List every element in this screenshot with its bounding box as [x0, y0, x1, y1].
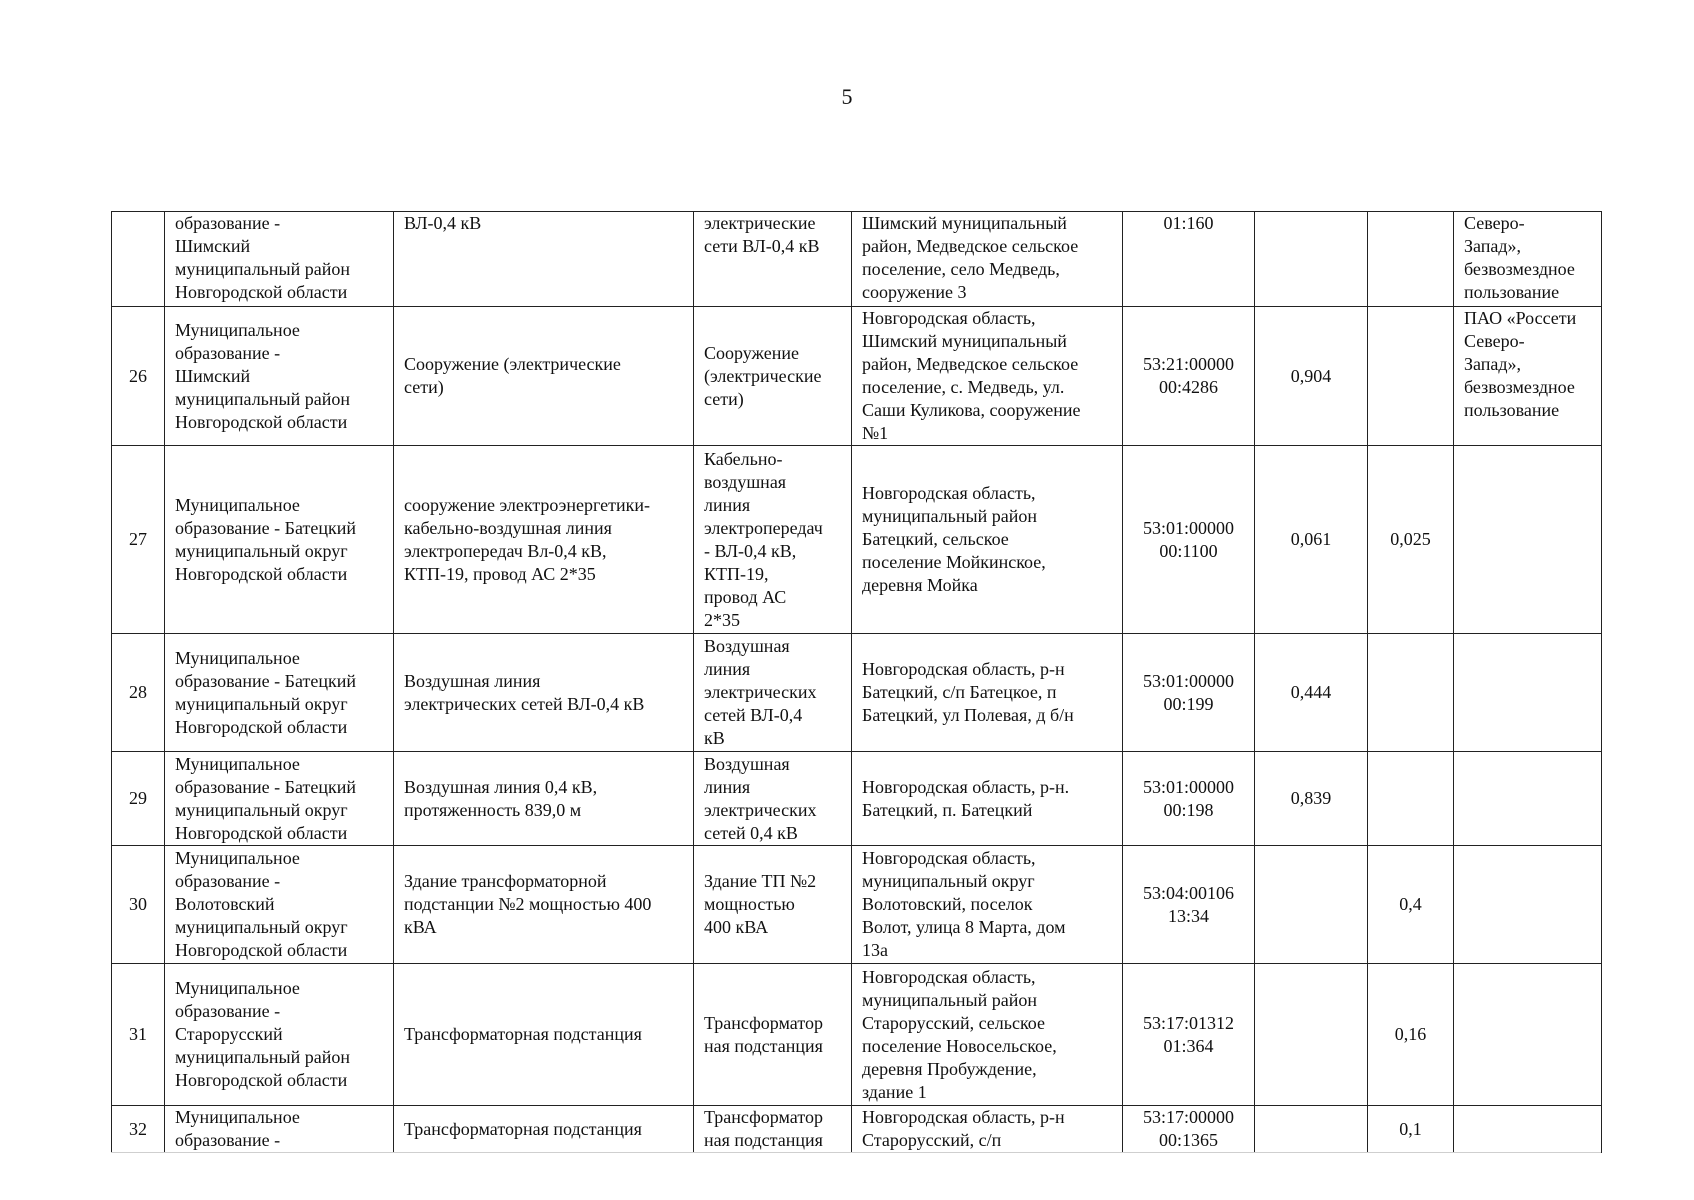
area-cell: [1368, 212, 1454, 307]
table-row: [112, 846, 1602, 964]
table-row: [112, 752, 1602, 846]
row-number: 32: [112, 1106, 165, 1153]
cadastral-number-cell: 53:01:00000 00:199: [1123, 634, 1255, 752]
table-row: [112, 446, 1602, 634]
area-cell: 0,16: [1368, 964, 1454, 1106]
purpose-cell: электрические сети ВЛ-0,4 кВ: [694, 212, 852, 307]
object-name-cell: Воздушная линия 0,4 кВ, протяженность 839,0 м: [394, 752, 694, 846]
cadastral-number-cell: 01:160: [1123, 212, 1255, 307]
length-cell: 0,839: [1255, 752, 1368, 846]
table-row: [112, 634, 1602, 752]
owner-cell: Муниципальное образование - Батецкий муниципальный округ Новгородской области: [165, 634, 394, 752]
length-cell: [1255, 212, 1368, 307]
address-cell: Новгородская область, р-н. Батецкий, п. Батецкий: [852, 752, 1123, 846]
area-cell: [1368, 752, 1454, 846]
purpose-cell: Здание ТП №2 мощностью 400 кВА: [694, 846, 852, 964]
property-table: [111, 211, 1602, 1153]
owner-cell: Муниципальное образование -: [165, 1106, 394, 1153]
table-row: [112, 1106, 1602, 1153]
note-cell: [1454, 964, 1602, 1106]
object-name-cell: ВЛ-0,4 кВ: [394, 212, 694, 307]
purpose-cell: Воздушная линия электрических сетей 0,4 кВ: [694, 752, 852, 846]
table-row: [112, 307, 1602, 446]
length-cell: [1255, 1106, 1368, 1153]
row-number: 28: [112, 634, 165, 752]
cadastral-number-cell: 53:17:01312 01:364: [1123, 964, 1255, 1106]
object-name-cell: Трансформаторная подстанция: [394, 964, 694, 1106]
cadastral-number-cell: 53:21:00000 00:4286: [1123, 307, 1255, 446]
owner-cell: Муниципальное образование - Батецкий муниципальный округ Новгородской области: [165, 752, 394, 846]
object-name-cell: Трансформаторная подстанция: [394, 1106, 694, 1153]
purpose-cell: Кабельно- воздушная линия электропередач - ВЛ-0,4 кВ, КТП-19, провод АС 2*35: [694, 446, 852, 634]
purpose-cell: Трансформатор ная подстанция: [694, 1106, 852, 1153]
area-cell: 0,1: [1368, 1106, 1454, 1153]
cadastral-number-cell: 53:17:00000 00:1365: [1123, 1106, 1255, 1153]
row-number: [112, 212, 165, 307]
address-cell: Новгородская область, муниципальный район Батецкий, сельское поселение Мойкинское, деревня Мойка: [852, 446, 1123, 634]
page-bottom-rule: [111, 1152, 1601, 1153]
row-number: 29: [112, 752, 165, 846]
address-cell: Шимский муниципальный район, Медведское сельское поселение, село Медведь, сооружение 3: [852, 212, 1123, 307]
length-cell: 0,444: [1255, 634, 1368, 752]
length-cell: 0,061: [1255, 446, 1368, 634]
note-cell: Северо- Запад», безвозмездное пользование: [1454, 212, 1602, 307]
row-number: 30: [112, 846, 165, 964]
object-name-cell: Здание трансформаторной подстанции №2 мощностью 400 кВА: [394, 846, 694, 964]
owner-cell: Муниципальное образование - Шимский муниципальный район Новгородской области: [165, 307, 394, 446]
length-cell: 0,904: [1255, 307, 1368, 446]
area-cell: [1368, 634, 1454, 752]
note-cell: [1454, 634, 1602, 752]
address-cell: Новгородская область, Шимский муниципальный район, Медведское сельское поселение, с. Медведь, ул. Саши Куликова, сооружение №1: [852, 307, 1123, 446]
owner-cell: Муниципальное образование - Волотовский муниципальный округ Новгородской области: [165, 846, 394, 964]
area-cell: 0,4: [1368, 846, 1454, 964]
address-cell: Новгородская область, р-н Старорусский, с/п: [852, 1106, 1123, 1153]
area-cell: [1368, 307, 1454, 446]
note-cell: [1454, 446, 1602, 634]
note-cell: [1454, 1106, 1602, 1153]
note-cell: [1454, 752, 1602, 846]
owner-cell: Муниципальное образование - Батецкий муниципальный округ Новгородской области: [165, 446, 394, 634]
area-cell: 0,025: [1368, 446, 1454, 634]
purpose-cell: Сооружение (электрические сети): [694, 307, 852, 446]
address-cell: Новгородская область, муниципальный район Старорусский, сельское поселение Новосельское, деревня Пробуждение, здание 1: [852, 964, 1123, 1106]
cadastral-number-cell: 53:04:00106 13:34: [1123, 846, 1255, 964]
length-cell: [1255, 964, 1368, 1106]
page-number: 5: [841, 84, 853, 109]
row-number: 26: [112, 307, 165, 446]
note-cell: [1454, 846, 1602, 964]
object-name-cell: сооружение электроэнергетики- кабельно-воздушная линия электропередач Вл-0,4 кВ, КТП-19, провод АС 2*35: [394, 446, 694, 634]
cadastral-number-cell: 53:01:00000 00:1100: [1123, 446, 1255, 634]
object-name-cell: Сооружение (электрические сети): [394, 307, 694, 446]
address-cell: Новгородская область, р-н Батецкий, с/п Батецкое, п Батецкий, ул Полевая, д б/н: [852, 634, 1123, 752]
purpose-cell: Воздушная линия электрических сетей ВЛ-0,4 кВ: [694, 634, 852, 752]
purpose-cell: Трансформатор ная подстанция: [694, 964, 852, 1106]
note-cell: ПАО «Россети Северо- Запад», безвозмездное пользование: [1454, 307, 1602, 446]
owner-cell: Муниципальное образование - Старорусский муниципальный район Новгородской области: [165, 964, 394, 1106]
row-number: 27: [112, 446, 165, 634]
cadastral-number-cell: 53:01:00000 00:198: [1123, 752, 1255, 846]
owner-cell: образование - Шимский муниципальный район Новгородской области: [165, 212, 394, 307]
table-row: [112, 212, 1602, 307]
length-cell: [1255, 846, 1368, 964]
row-number: 31: [112, 964, 165, 1106]
address-cell: Новгородская область, муниципальный округ Волотовский, поселок Волот, улица 8 Марта, дом 13а: [852, 846, 1123, 964]
object-name-cell: Воздушная линия электрических сетей ВЛ-0,4 кВ: [394, 634, 694, 752]
table-row: [112, 964, 1602, 1106]
